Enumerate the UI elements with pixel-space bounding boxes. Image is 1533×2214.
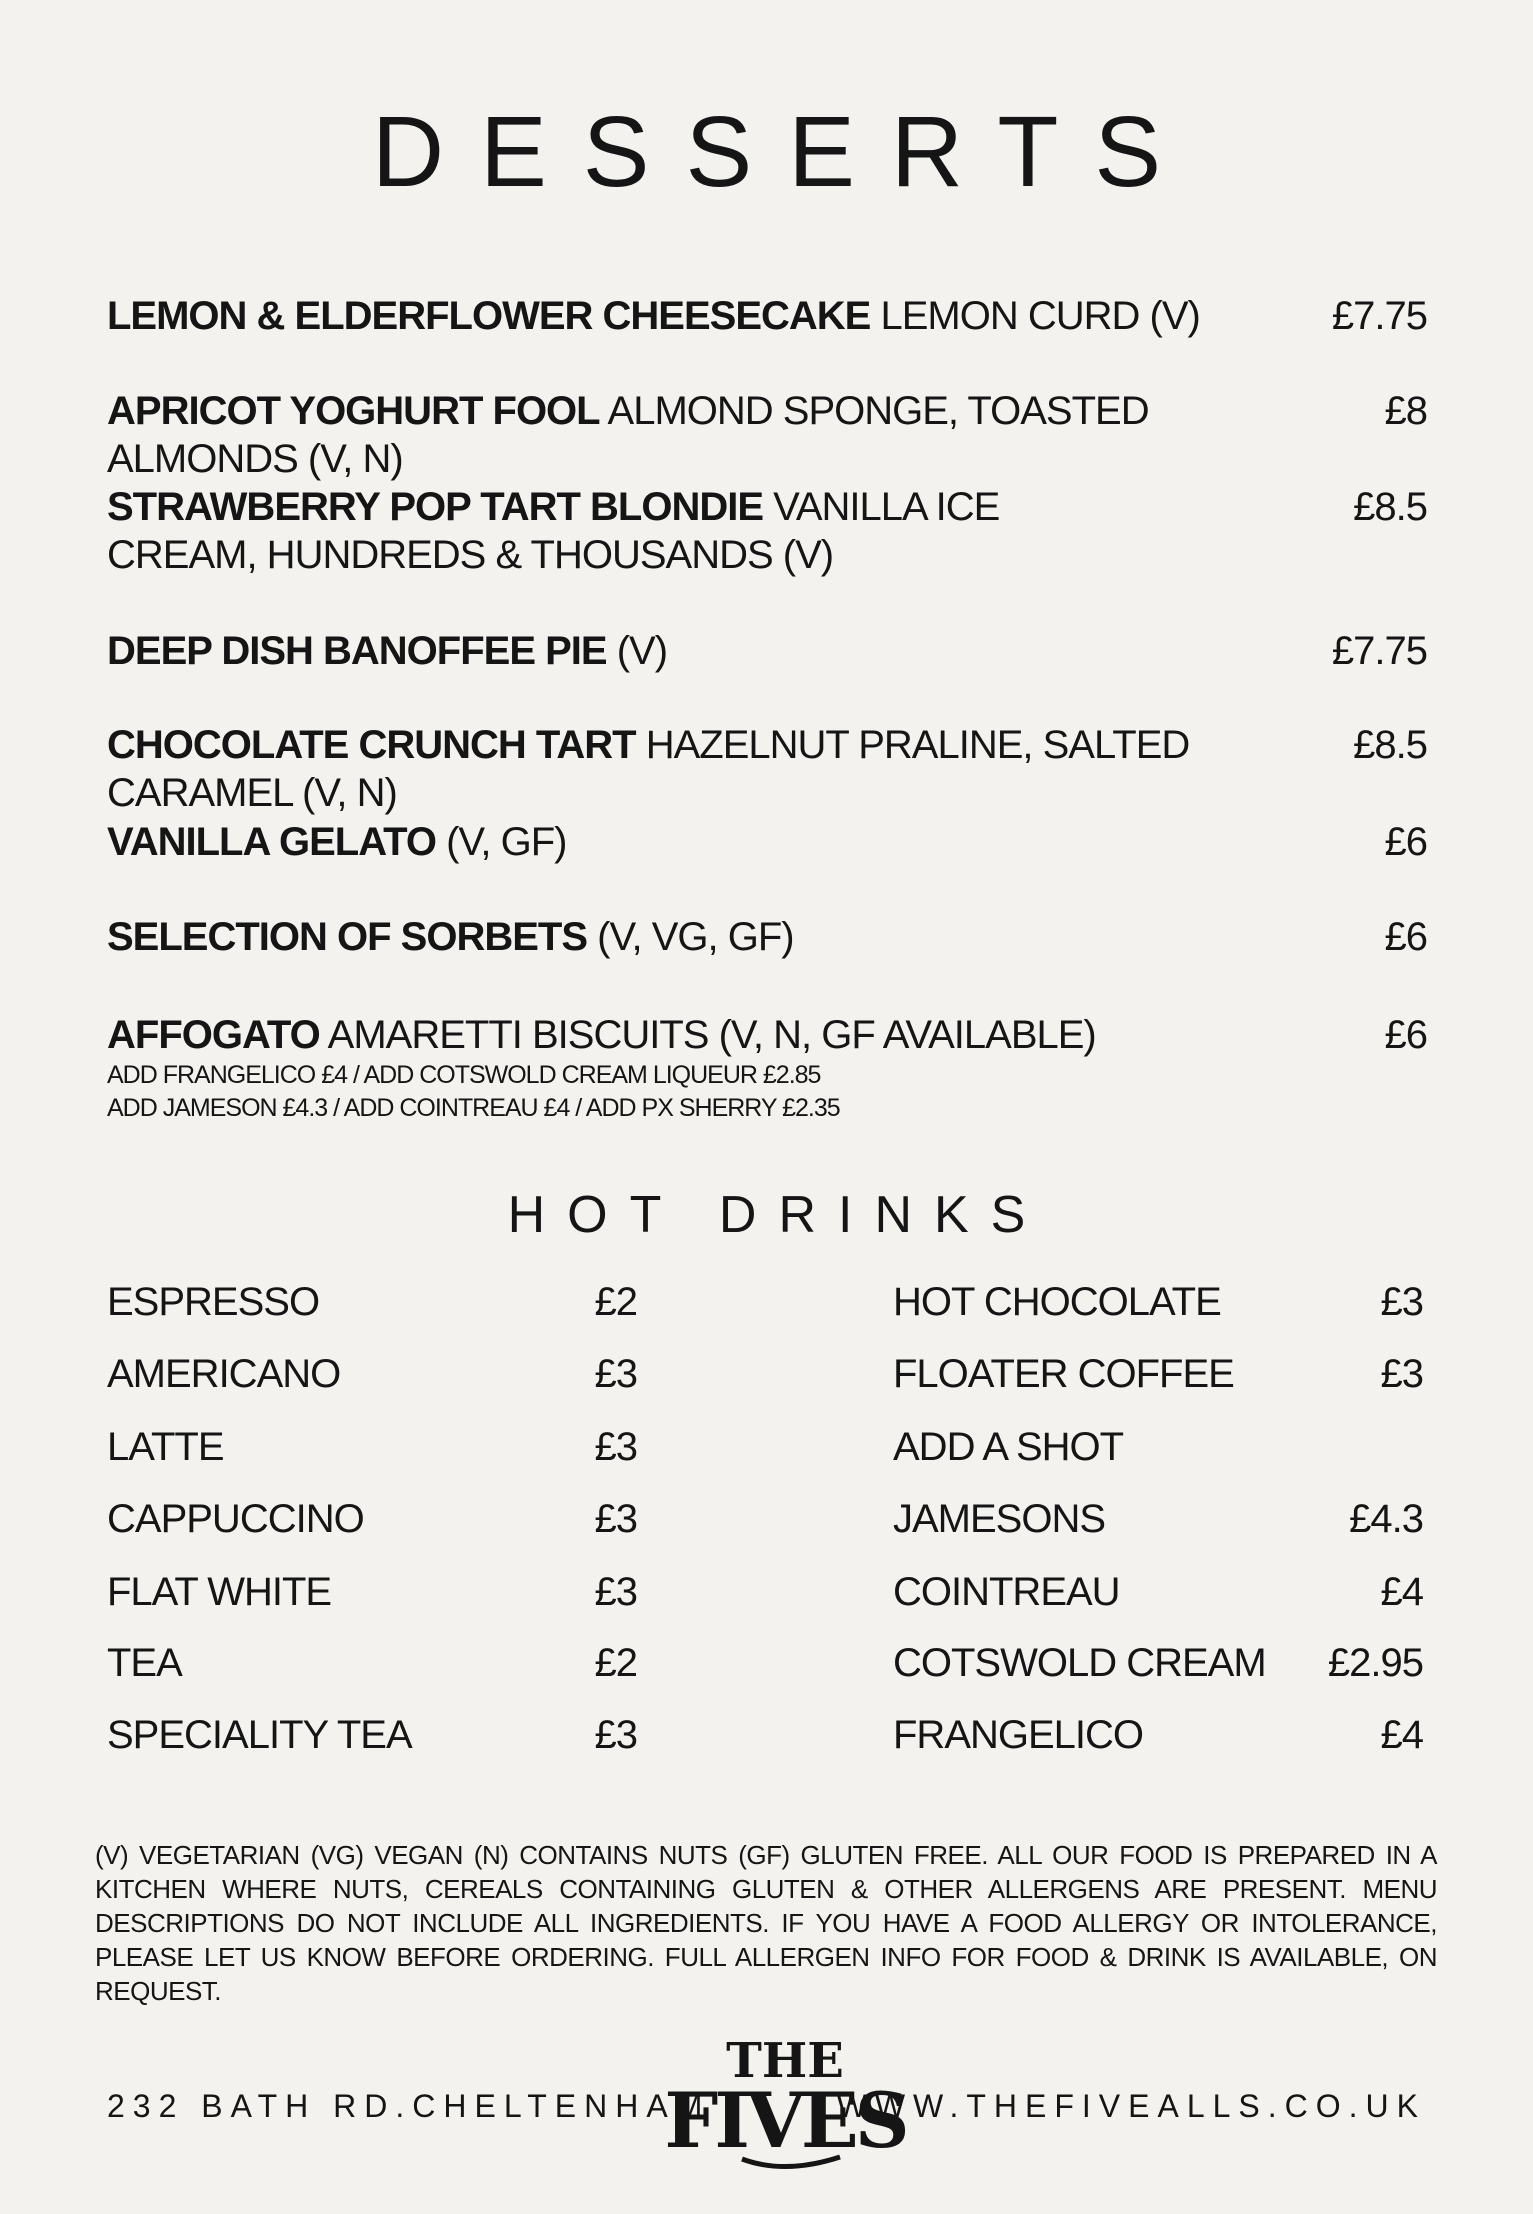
dessert-price: £6	[1384, 915, 1427, 959]
dessert-price: £7.75	[1331, 629, 1427, 673]
drink-price: £3	[594, 1497, 637, 1541]
drink-price: £3	[594, 1425, 637, 1469]
dessert-price: £8	[1384, 389, 1427, 433]
logo-text-fives: FIVES	[664, 2076, 906, 2165]
dessert-description: (V)	[616, 629, 668, 673]
drink-price: £4	[1380, 1713, 1423, 1757]
dessert-name: DEEP DISH BANOFFEE PIE	[107, 629, 607, 673]
drink-price: £2.95	[1327, 1641, 1423, 1685]
dessert-price: £8.5	[1353, 723, 1427, 767]
dessert-description: VANILLA ICE CREAM, HUNDREDS & THOUSANDS (V)	[107, 485, 1000, 577]
drink-price: £3	[594, 1713, 637, 1757]
drink-price: £3	[1380, 1280, 1423, 1324]
dessert-description: HAZELNUT PRALINE, SALTED CARAMEL (V, N)	[107, 723, 1190, 815]
drink-name: CAPPUCCINO	[107, 1497, 364, 1541]
drink-name: TEA	[107, 1641, 182, 1685]
drink-price: £4.3	[1349, 1497, 1423, 1541]
dessert-item	[107, 1011, 1427, 1125]
page-title: DESSERTS	[371, 96, 1198, 208]
dessert-item	[107, 483, 1427, 579]
dessert-name: SELECTION OF SORBETS	[107, 915, 588, 959]
dessert-addon: ADD FRANGELICO £4 / ADD COTSWOLD CREAM LIQUEUR £2.85	[107, 1061, 821, 1089]
drink-name: SPECIALITY TEA	[107, 1713, 412, 1757]
dessert-item	[107, 721, 1427, 817]
dessert-name: AFFOGATO	[107, 1013, 320, 1057]
dessert-description: AMARETTI BISCUITS (V, N, GF AVAILABLE)	[327, 1013, 1096, 1057]
drink-name: FLOATER COFFEE	[893, 1352, 1234, 1396]
dessert-price: £6	[1384, 820, 1427, 864]
drink-name: AMERICANO	[107, 1352, 341, 1396]
dessert-description: (V, VG, GF)	[597, 915, 794, 959]
dessert-item	[107, 292, 1427, 340]
drink-price: £3	[594, 1570, 637, 1614]
section-title-hot-drinks: HOT DRINKS	[507, 1186, 1048, 1244]
dessert-item	[107, 627, 1427, 675]
drink-name: COINTREAU	[893, 1570, 1120, 1614]
dessert-description: LEMON CURD (V)	[880, 294, 1200, 338]
allergen-notice: (V) VEGETARIAN (VG) VEGAN (N) CONTAINS NUTS (GF) GLUTEN FREE. ALL OUR FOOD IS PREPARED IN A KITCHEN WHERE NUTS, CEREALS CONTAINING GLUTEN & OTHER ALLERGENS ARE PRESENT. MENU DESCRIPTIONS DO NOT INCLUDE ALL INGREDIENTS. IF YOU HAVE A FOOD ALLERGY OR INTOLERANCE, PLEASE LET US KNOW BEFORE ORDERING. FULL ALLERGEN INFO FOR FOOD & DRINK IS AVAILABLE, ON REQUEST.	[95, 1840, 1437, 2006]
dessert-description: ALMOND SPONGE, TOASTED ALMONDS (V, N)	[107, 389, 1149, 481]
dessert-name: CHOCOLATE CRUNCH TART	[107, 723, 636, 767]
dessert-item	[107, 818, 1427, 866]
dessert-name: STRAWBERRY POP TART BLONDIE	[107, 485, 764, 529]
dessert-addon: ADD JAMESON £4.3 / ADD COINTREAU £4 / ADD PX SHERRY £2.35	[107, 1094, 840, 1122]
dessert-price: £6	[1384, 1013, 1427, 1057]
dessert-price: £8.5	[1353, 485, 1427, 529]
dessert-name: VANILLA GELATO	[107, 820, 436, 864]
drink-name: COTSWOLD CREAM	[893, 1641, 1266, 1685]
drink-name: HOT CHOCOLATE	[893, 1280, 1221, 1324]
dessert-name: LEMON & ELDERFLOWER CHEESECAKE	[107, 294, 871, 338]
drink-name: LATTE	[107, 1425, 224, 1469]
dessert-item	[107, 913, 1427, 961]
dessert-price: £7.75	[1331, 294, 1427, 338]
drink-price: £3	[1380, 1352, 1423, 1396]
dessert-description: (V, GF)	[446, 820, 567, 864]
drink-name: ADD A SHOT	[893, 1425, 1124, 1469]
drink-name: JAMESONS	[893, 1497, 1106, 1541]
drink-price: £2	[594, 1641, 637, 1685]
drink-price: £3	[594, 1352, 637, 1396]
drink-price: £4	[1380, 1570, 1423, 1614]
drink-price: £2	[594, 1280, 637, 1324]
footer-address: 232 BATH RD.CHELTENHAM	[107, 2088, 711, 2124]
drink-name: FRANGELICO	[893, 1713, 1144, 1757]
drink-name: FLAT WHITE	[107, 1570, 332, 1614]
drink-name: ESPRESSO	[107, 1280, 320, 1324]
logo-text-the: THE	[726, 2033, 844, 2089]
footer-website: WWW.THEFIVEALLS.CO.UK	[836, 2088, 1426, 2124]
dessert-name: APRICOT YOGHURT FOOL	[107, 389, 600, 433]
dessert-item	[107, 387, 1427, 483]
